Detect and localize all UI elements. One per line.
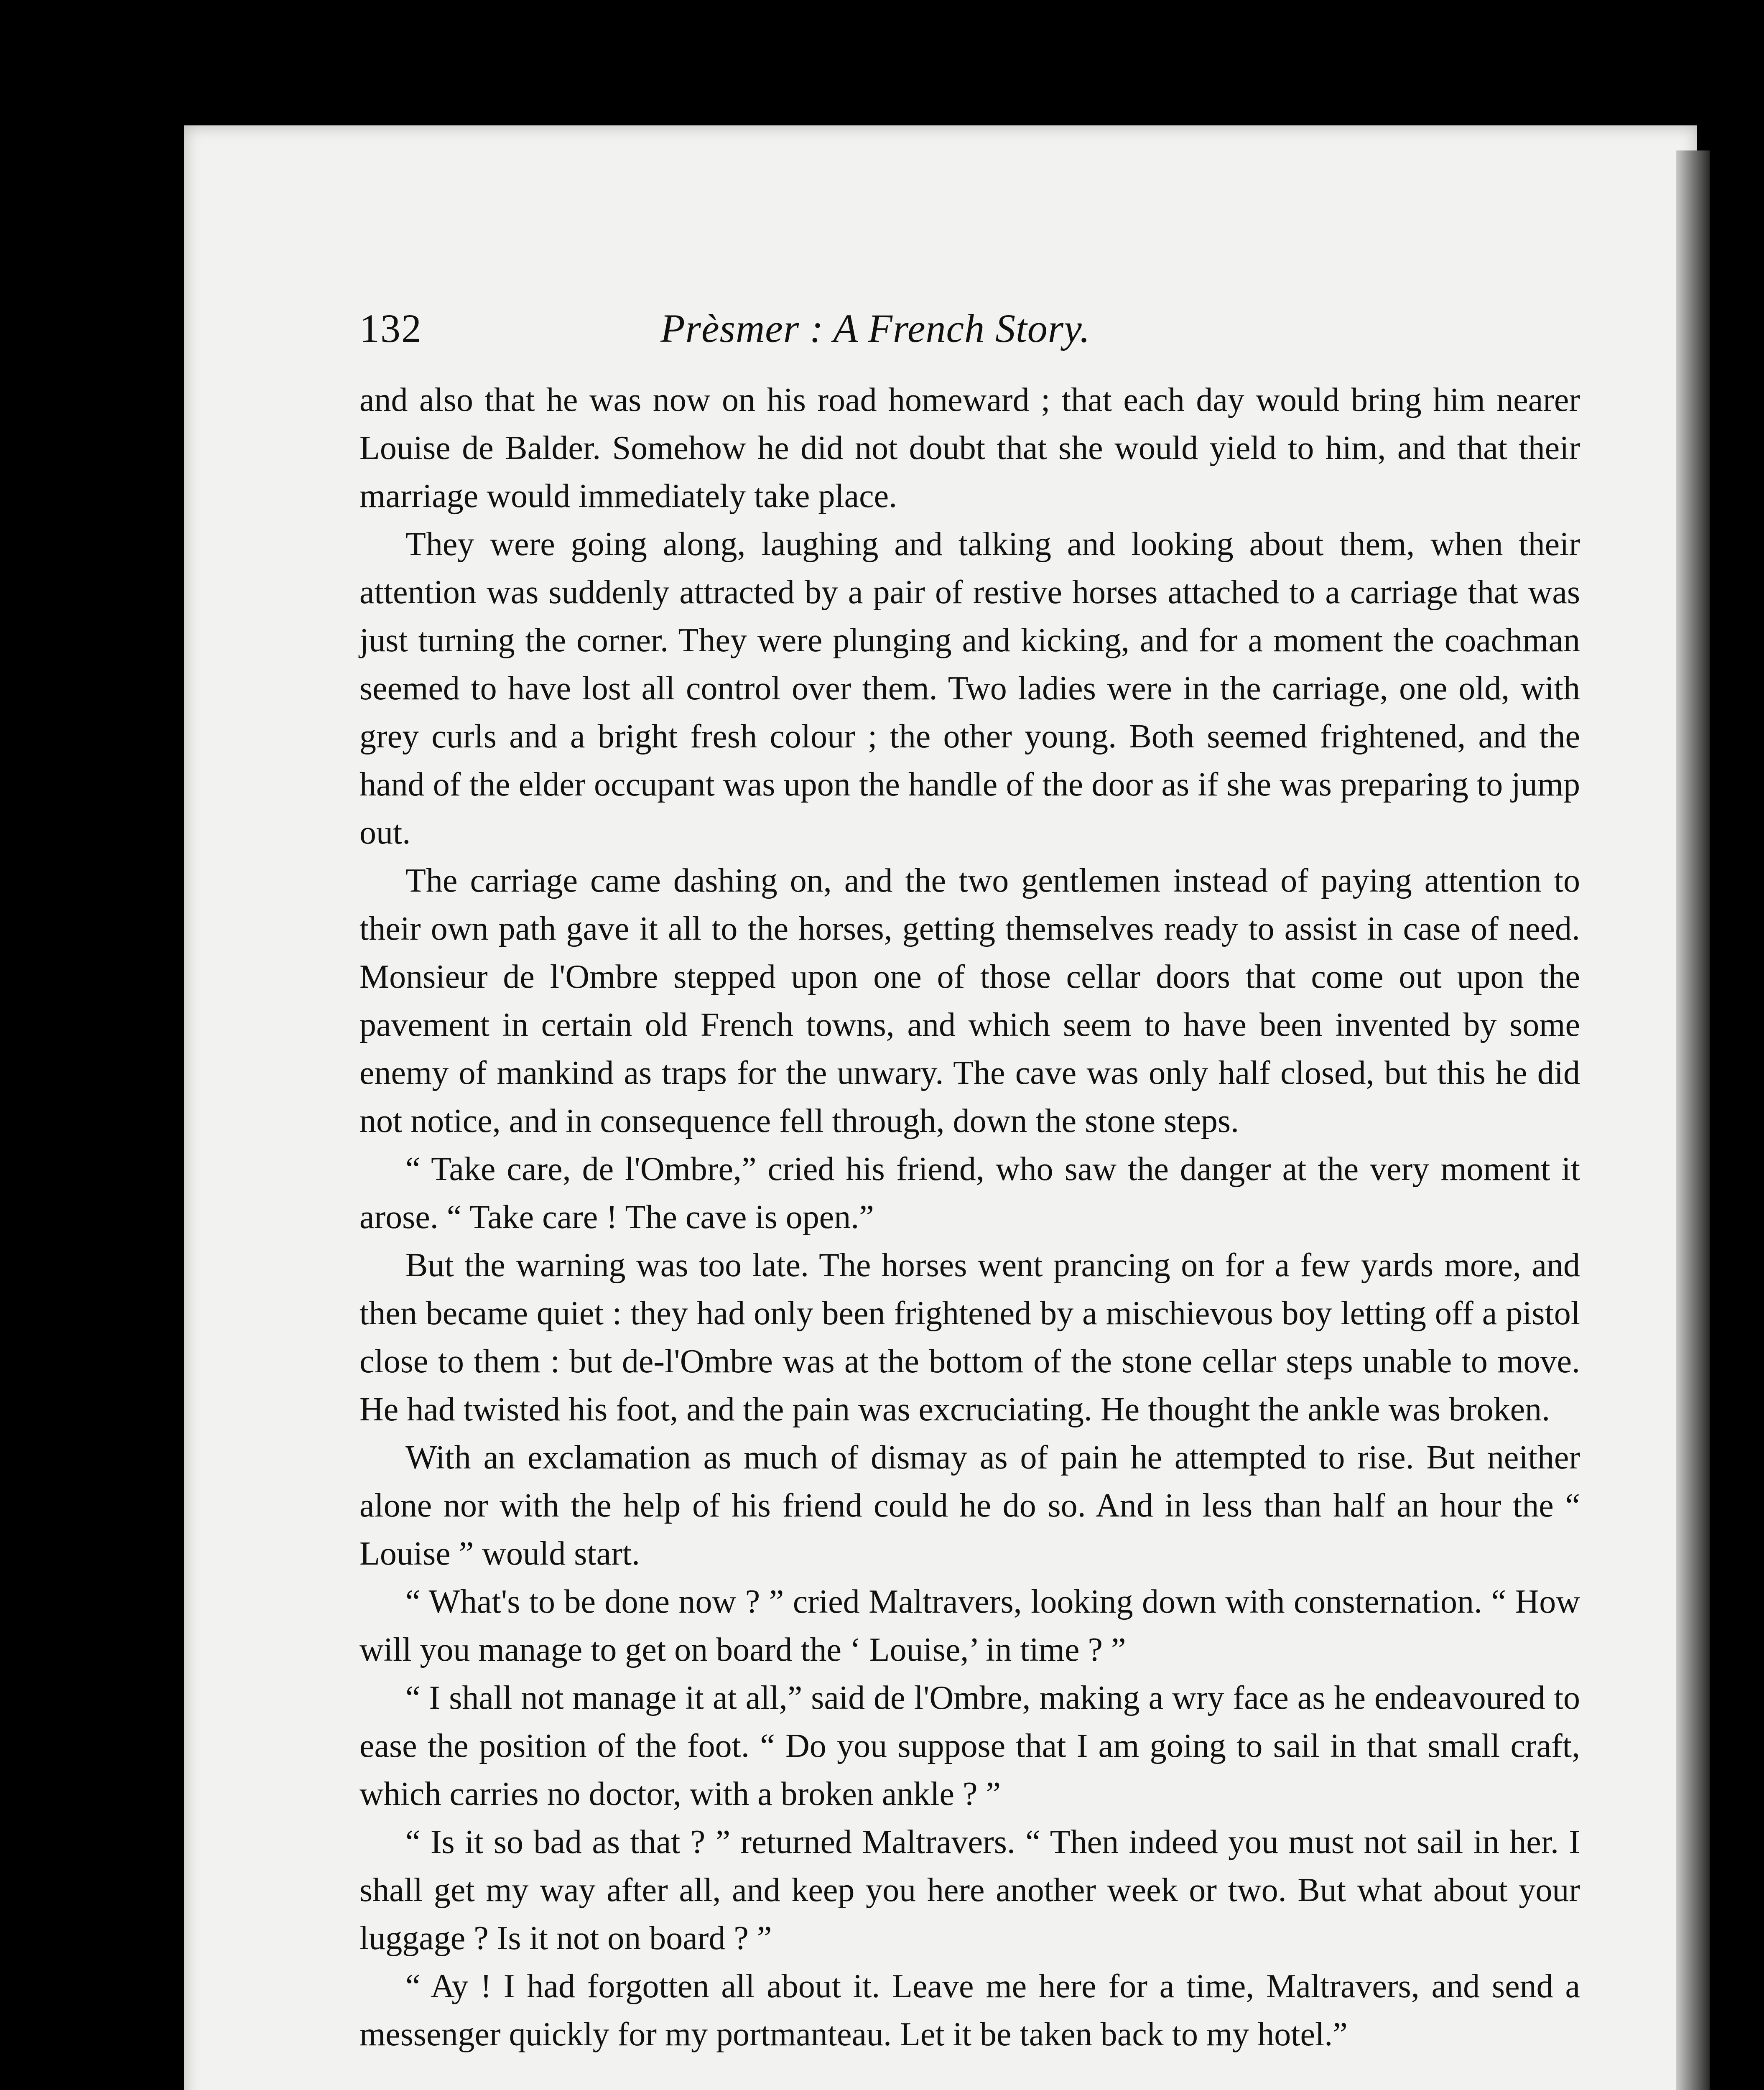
body-text — [359, 376, 1580, 2059]
paragraph: They were going along, laughing and talking and looking about them, when their attention was suddenly attracted by a pair of restive horses attached to a carriage that was just turning the corner. They were plunging and kicking, and for a moment the coachman seemed to have lost all control over them. Two ladies were in the carriage, one old, with grey curls and a bright fresh colour ; the other young. Both seemed frightened, and the hand of the elder occupant was upon the handle of the door as if she was preparing to jump out. — [359, 526, 1580, 851]
spine-shadow — [1676, 150, 1710, 2090]
paragraph: The carriage came dashing on, and the two gentlemen instead of paying attention to their own path gave it all to the horses, getting themselves ready to assist in case of need. Monsieur de l'Ombre stepped upon one of those cellar doors that come out upon the pavement in certain old French towns, and which seem to have been invented by some enemy of mankind as traps for the unwary. The cave was only half closed, but this he did not notice, and in consequence fell through, down the stone steps. — [359, 862, 1580, 1139]
paragraph: “ Is it so bad as that ? ” returned Maltravers. “ Then indeed you must not sail in her. I shall get my way after all, and keep you here another week or two. But what about your luggage ? Is it not on board ? ” — [359, 1824, 1580, 1957]
running-header — [359, 297, 1588, 364]
paragraph: With an exclamation as much of dismay as of pain he attempted to rise. But neither alone nor with the help of his friend could he do so. And in less than half an hour the “ Louise ” would start. — [359, 1439, 1580, 1572]
paragraph: and also that he was now on his road homeward ; that each day would bring him nearer Louise de Balder. Somehow he did not doubt that she would yield to him, and that their marriage would immediately take place. — [359, 382, 1580, 515]
page-number: 132 — [359, 306, 422, 351]
paragraph: “ I shall not manage it at all,” said de l'Ombre, making a wry face as he endeavoured to ease the position of the foot. “ Do you suppose that I am going to sail in that small craft, which carries no doctor, with a broken ankle ? ” — [359, 1680, 1580, 1812]
paragraph: “ What's to be done now ? ” cried Maltravers, looking down with consternation. “ How will you manage to get on board the ‘ Louise,’ in time ? ” — [359, 1583, 1580, 1668]
paragraph: But the warning was too late. The horses went prancing on for a few yards more, and then became quiet : they had only been frightened by a mischievous boy letting off a pistol close to them : but de-l'Ombre was at the bottom of the stone cellar steps unable to move. He had twisted his foot, and the pain was excruciating. He thought the ankle was broken. — [359, 1247, 1580, 1428]
running-title: Prèsmer : A French Story. — [660, 306, 1091, 351]
paragraph: “ Ay ! I had forgotten all about it. Leave me here for a time, Maltravers, and send a messenger quickly for my portmanteau. Let it be taken back to my hotel.” — [359, 1968, 1580, 2053]
paragraph: “ Take care, de l'Ombre,” cried his friend, who saw the danger at the very moment it arose. “ Take care ! The cave is open.” — [359, 1151, 1580, 1236]
